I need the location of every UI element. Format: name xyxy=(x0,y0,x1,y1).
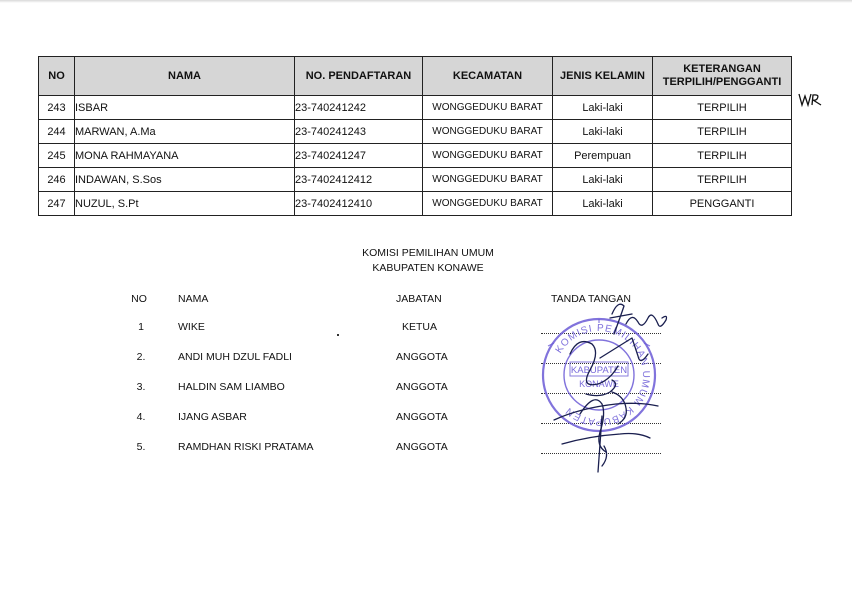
signatory-jabatan: KETUA xyxy=(402,321,438,333)
cell-jenis-kelamin: Perempuan xyxy=(553,144,653,168)
signatory-no: 5. xyxy=(136,441,146,453)
svg-text:KABUPATEN: KABUPATEN xyxy=(570,365,628,376)
table-row xyxy=(39,192,792,216)
cell-no: 247 xyxy=(39,192,75,216)
cell-kecamatan: WONGGEDUKU BARAT xyxy=(423,144,553,168)
signatory-header-no: NO xyxy=(131,293,147,305)
cell-no-pendaftaran: 23-740241247 xyxy=(295,144,423,168)
signatory-no: 2. xyxy=(136,351,146,363)
cell-kecamatan: WONGGEDUKU BARAT xyxy=(423,192,553,216)
header-kecamatan: KECAMATAN xyxy=(423,57,553,96)
cell-no-pendaftaran: 23-740241242 xyxy=(295,96,423,120)
signatory-nama: HALDIN SAM LIAMBO xyxy=(178,381,285,393)
organization-name: KOMISI PEMILIHAN UMUM xyxy=(362,247,494,259)
scan-edge xyxy=(0,0,852,3)
handwritten-signatures xyxy=(540,296,690,486)
signatory-jabatan: ANGGOTA xyxy=(396,351,448,363)
cell-keterangan: TERPILIH xyxy=(653,144,792,168)
table-header-row xyxy=(39,57,792,96)
cell-no-pendaftaran: 23-7402412410 xyxy=(295,192,423,216)
cell-nama: MARWAN, A.Ma xyxy=(75,120,295,144)
cell-no: 246 xyxy=(39,168,75,192)
header-no: NO xyxy=(39,57,75,96)
svg-text:KONAWE: KONAWE xyxy=(579,379,619,389)
margin-initials-handwriting xyxy=(798,92,824,108)
svg-text:KOMISI PEMILIHAN UMUM KABUPATE: KOMISI PEMILIHAN UMUM KABUPATEN xyxy=(553,322,652,428)
cell-nama: ISBAR xyxy=(75,96,295,120)
signatory-nama: ANDI MUH DZUL FADLI xyxy=(178,351,292,363)
signatory-jabatan: ANGGOTA xyxy=(396,381,448,393)
cell-keterangan: TERPILIH xyxy=(653,120,792,144)
scan-speck xyxy=(337,334,339,336)
signatory-no: 1 xyxy=(138,321,144,333)
cell-keterangan: TERPILIH xyxy=(653,168,792,192)
cell-no-pendaftaran: 23-740241243 xyxy=(295,120,423,144)
signatory-no: 4. xyxy=(136,411,146,423)
table-row xyxy=(39,144,792,168)
cell-kecamatan: WONGGEDUKU BARAT xyxy=(423,120,553,144)
table-row xyxy=(39,120,792,144)
cell-kecamatan: WONGGEDUKU BARAT xyxy=(423,96,553,120)
results-table xyxy=(38,56,792,216)
header-jenis-kelamin: JENIS KELAMIN xyxy=(553,57,653,96)
signatory-jabatan: ANGGOTA xyxy=(396,441,448,453)
signatory-header-row xyxy=(0,293,852,307)
signatory-nama: IJANG ASBAR xyxy=(178,411,247,423)
signatory-no: 3. xyxy=(136,381,146,393)
cell-jenis-kelamin: Laki-laki xyxy=(553,96,653,120)
signatory-nama: WIKE xyxy=(178,321,205,333)
cell-no: 245 xyxy=(39,144,75,168)
cell-nama: NUZUL, S.Pt xyxy=(75,192,295,216)
signatory-row xyxy=(0,411,852,425)
signatory-header-nama: NAMA xyxy=(178,293,209,305)
signatory-row xyxy=(0,381,852,395)
cell-jenis-kelamin: Laki-laki xyxy=(553,168,653,192)
cell-kecamatan: WONGGEDUKU BARAT xyxy=(423,168,553,192)
cell-no: 244 xyxy=(39,120,75,144)
table-row xyxy=(39,168,792,192)
signatory-row xyxy=(0,441,852,455)
cell-nama: MONA RAHMAYANA xyxy=(75,144,295,168)
cell-keterangan: TERPILIH xyxy=(653,96,792,120)
signatory-row xyxy=(0,321,852,335)
signatory-header-tanda-tangan: TANDA TANGAN xyxy=(551,293,631,305)
signatory-row xyxy=(0,351,852,365)
signatory-nama: RAMDHAN RISKI PRATAMA xyxy=(178,441,314,453)
table-row xyxy=(39,96,792,120)
cell-no-pendaftaran: 23-7402412412 xyxy=(295,168,423,192)
header-nama: NAMA xyxy=(75,57,295,96)
header-keterangan-line2: TERPILIH/PENGGANTI xyxy=(662,76,782,88)
header-keterangan xyxy=(653,57,792,96)
header-no-pendaftaran: NO. PENDAFTARAN xyxy=(295,57,423,96)
cell-nama: INDAWAN, S.Sos xyxy=(75,168,295,192)
cell-jenis-kelamin: Laki-laki xyxy=(553,120,653,144)
cell-jenis-kelamin: Laki-laki xyxy=(553,192,653,216)
header-keterangan-line1: KETERANGAN xyxy=(683,63,761,75)
signatory-jabatan: ANGGOTA xyxy=(396,411,448,423)
signatory-header-jabatan: JABATAN xyxy=(396,293,442,305)
cell-no: 243 xyxy=(39,96,75,120)
organization-region: KABUPATEN KONAWE xyxy=(372,262,484,274)
cell-keterangan: PENGGANTI xyxy=(653,192,792,216)
